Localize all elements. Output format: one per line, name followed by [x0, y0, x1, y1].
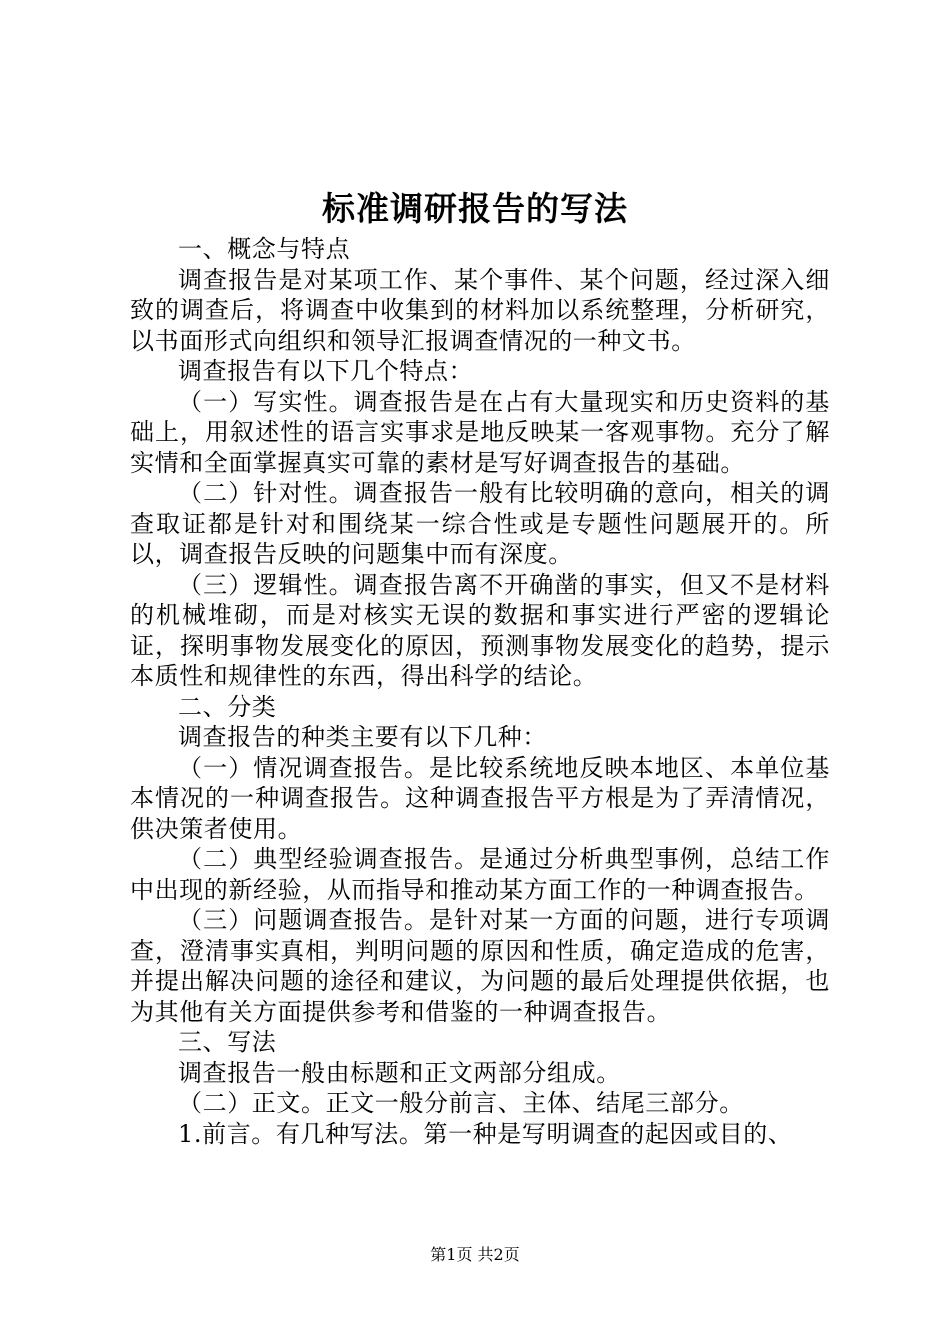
paragraph: 调查报告有以下几个特点：: [178, 357, 474, 385]
document-title: 标准调研报告的写法: [322, 189, 628, 228]
page-number-label: 第1页 共2页: [430, 1245, 520, 1264]
document-body: [130, 234, 830, 1149]
paragraph-heading-writing: 三、写法: [178, 1028, 277, 1056]
paragraph: 调查报告的种类主要有以下几种：: [178, 723, 547, 751]
paragraph-heading-concept: 一、概念与特点: [178, 235, 351, 263]
paragraph: （二）正文。正文一般分前言、主体、结尾三部分。: [178, 1089, 744, 1117]
paragraph: 1.前言。有几种写法。第一种是写明调查的起因或目的、: [178, 1119, 793, 1148]
paragraph: （二）典型经验调查报告。是通过分析典型事例，总结工作中出现的新经验，从而指导和推动某方面工作的一种调查报告。: [130, 845, 830, 904]
paragraph: （二）针对性。调查报告一般有比较明确的意向，相关的调查取证都是针对和围绕某一综合性或是专题性问题展开的。所以，调查报告反映的问题集中而有深度。: [130, 479, 830, 568]
paragraph: 调查报告一般由标题和正文两部分组成。: [178, 1058, 621, 1087]
paragraph: （一）情况调查报告。是比较系统地反映本地区、本单位基本情况的一种调查报告。这种调查报告平方根是为了弄清情况，供决策者使用。: [130, 753, 830, 843]
paragraph: （一）写实性。调查报告是在占有大量现实和历史资料的基础上，用叙述性的语言实事求是地反映某一客观事物。充分了解实情和全面掌握真实可靠的素材是写好调查报告的基础。: [130, 387, 830, 477]
paragraph: 调查报告是对某项工作、某个事件、某个问题，经过深入细致的调查后，将调查中收集到的材料加以系统整理，分析研究，以书面形式向组织和领导汇报调查情况的一种文书。: [130, 265, 830, 355]
paragraph: （三）逻辑性。调查报告离不开确凿的事实，但又不是材料的机械堆砌，而是对核实无误的数据和事实进行严密的逻辑论证，探明事物发展变化的原因，预测事物发展变化的趋势，提示本质性和规律性的东西，得出科学的结论。: [130, 570, 830, 690]
paragraph-heading-classification: 二、分类: [178, 692, 277, 721]
paragraph: （三）问题调查报告。是针对某一方面的问题，进行专项调查，澄清事实真相，判明问题的原因和性质，确定造成的危害，并提出解决问题的途径和建议，为问题的最后处理提供依据，也为其他有关方面提供参考和借鉴的一种调查报告。: [130, 906, 830, 1026]
page-footer: [0, 1244, 950, 1266]
